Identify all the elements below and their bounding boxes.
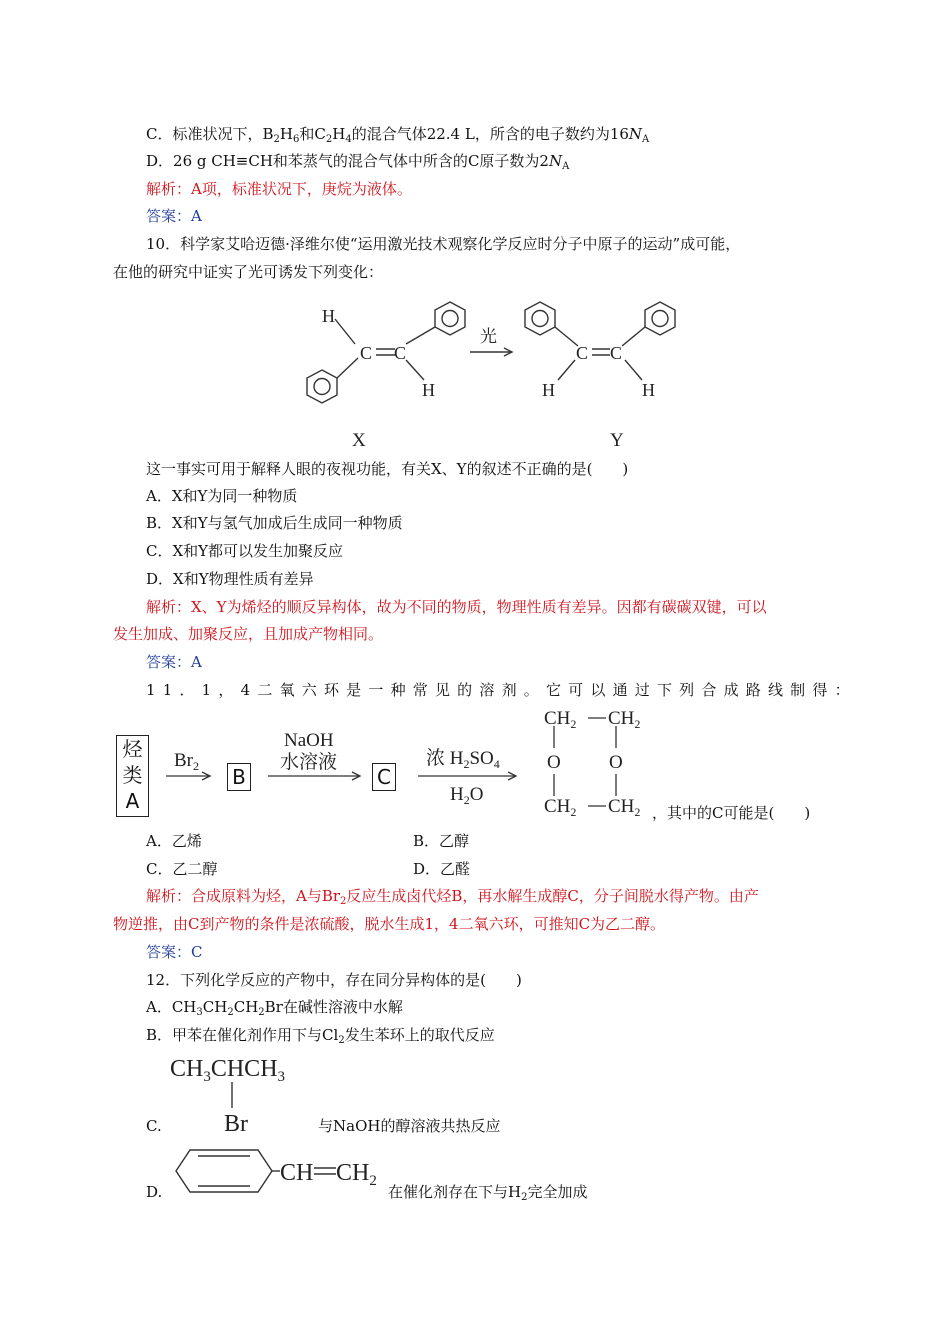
- q10-question: 这一事实可用于解释人眼的夜视功能，有关X、Y的叙述不正确的是( ): [146, 460, 629, 478]
- dioxane-o-right: O: [609, 752, 623, 773]
- label-x: X: [352, 430, 366, 451]
- x-atom-c-left: C: [360, 343, 373, 363]
- q12-option-a: A．$CH_3CH_2CH_2Br$在碱性溶液中水解: [146, 998, 403, 1018]
- q10-option-d: D．X和Y物理性质有差异: [146, 570, 314, 588]
- dioxane-ch2-top-right: $CH_2$: [608, 708, 641, 731]
- q12-option-c-formula: [168, 1052, 338, 1137]
- y-benzene-ring-right: [645, 302, 675, 335]
- q11-answer: 答案：C: [146, 943, 203, 961]
- q11-box-b: B: [227, 763, 251, 791]
- x-atom-h-bottom: H: [422, 380, 435, 400]
- x-atom-c-right: C: [394, 343, 407, 363]
- y-atom-c-right: C: [610, 343, 623, 363]
- q11-option-b: B．乙醇: [413, 832, 470, 850]
- svg-text:CH3CHCH3: $CH_3CHCH_3$: [170, 1056, 286, 1085]
- dioxane-ch2-bottom-right: $CH_2$: [608, 796, 641, 819]
- y-atom-h-left: H: [542, 380, 555, 400]
- q11-box-hydrocarbon-a: 烃 类 A: [116, 735, 149, 817]
- q10-option-c: C．X和Y都可以发生加聚反应: [146, 542, 344, 560]
- q9-option-c: C．标准状况下，$B_2H_6$和$C_2H_4$的混合气体22.4 L，所含的电子数约为$16N_A$: [146, 125, 650, 145]
- y-benzene-ring-left: [525, 302, 555, 335]
- y-atom-h-right: H: [642, 380, 655, 400]
- reagent-aqueous: 水溶液: [280, 752, 338, 773]
- q12-option-c-label: C.: [146, 1117, 162, 1135]
- q10-stem-line2: 在他的研究中证实了光可诱发下列变化：: [113, 263, 384, 281]
- q11-box-c: C: [372, 763, 396, 791]
- q10-analysis-line2: 发生加成、加聚反应，且加成产物相同。: [113, 625, 384, 643]
- q11-synthesis-route: [140, 700, 700, 825]
- reagent-conc-h2so4: 浓 $H_2SO_4$: [426, 748, 500, 771]
- q12-option-b: B．甲苯在催化剂作用下与$Cl_2$发生苯环上的取代反应: [146, 1026, 495, 1046]
- q10-analysis-line1: 解析：X、Y为烯烃的顺反异构体，故为不同的物质，物理性质有差异。因都有碳碳双键，可以: [146, 598, 767, 616]
- byproduct-h2o: $H_2O$: [450, 784, 484, 807]
- q10-answer: 答案：A: [146, 653, 202, 671]
- label-y: Y: [610, 430, 624, 451]
- x-benzene-ring-top: [435, 302, 465, 335]
- svg-text:CH2: $CH_2$: [336, 1160, 377, 1189]
- arrow-label: 光: [480, 327, 497, 346]
- x-atom-h-top: H: [322, 306, 335, 326]
- q12-stem: 12．下列化学反应的产物中，存在同分异构体的是( ): [146, 971, 522, 989]
- reagent-br2: $Br_2$: [174, 750, 199, 773]
- q9-answer: 答案：A: [146, 207, 202, 225]
- q11-stem: 11．1，4二氧六环是一种常见的溶剂。它可以通过下列合成路线制得：: [146, 681, 857, 699]
- q10-option-a: A．X和Y为同一种物质: [146, 487, 298, 505]
- q11-option-c: C．乙二醇: [146, 860, 218, 878]
- x-benzene-ring-bottom: [307, 370, 337, 403]
- q11-stem-tail: ，其中的C可能是( ): [652, 804, 811, 822]
- q10-option-b: B．X和Y与氢气加成后生成同一种物质: [146, 514, 403, 532]
- q11-analysis-line1: 解析：合成原料为烃，A与$Br_2$反应生成卤代烃B，再水解生成醇C，分子间脱水得产物。由产: [146, 887, 759, 907]
- q9-option-d: D．26 g CH≡CH和苯蒸气的混合气体中所含的C原子数为$2N_A$: [146, 152, 570, 172]
- svg-text:CH: CH: [280, 1160, 314, 1186]
- reagent-naoh: NaOH: [284, 730, 334, 751]
- dioxane-ch2-bottom-left: $CH_2$: [544, 796, 577, 819]
- q12-option-c-text: 与NaOH的醇溶液共热反应: [318, 1117, 501, 1135]
- q11-analysis-line2: 物逆推，由C到产物的条件是浓硫酸，脱水生成1，4二氧六环，可推知C为乙二醇。: [113, 915, 666, 933]
- q11-option-a: A．乙烯: [146, 832, 202, 850]
- q10-stem-line1: 10．科学家艾哈迈德·泽维尔使“运用激光技术观察化学反应时分子中原子的运动”成可能，: [146, 235, 741, 253]
- y-atom-c-left: C: [576, 343, 589, 363]
- q12-option-d-text: 在催化剂存在下与$H_2$完全加成: [388, 1183, 588, 1203]
- q9-analysis: 解析：A项，标准状况下，庚烷为液体。: [146, 180, 412, 198]
- dioxane-ch2-top-left: $CH_2$: [544, 708, 577, 731]
- q12-option-d-label: D.: [146, 1183, 163, 1201]
- q10-reaction-diagram: [290, 288, 710, 458]
- q11-option-d: D．乙醛: [413, 860, 471, 878]
- q12-option-d-styrene: [168, 1142, 390, 1202]
- dioxane-o-left: O: [547, 752, 561, 773]
- svg-text:Br: Br: [224, 1111, 248, 1137]
